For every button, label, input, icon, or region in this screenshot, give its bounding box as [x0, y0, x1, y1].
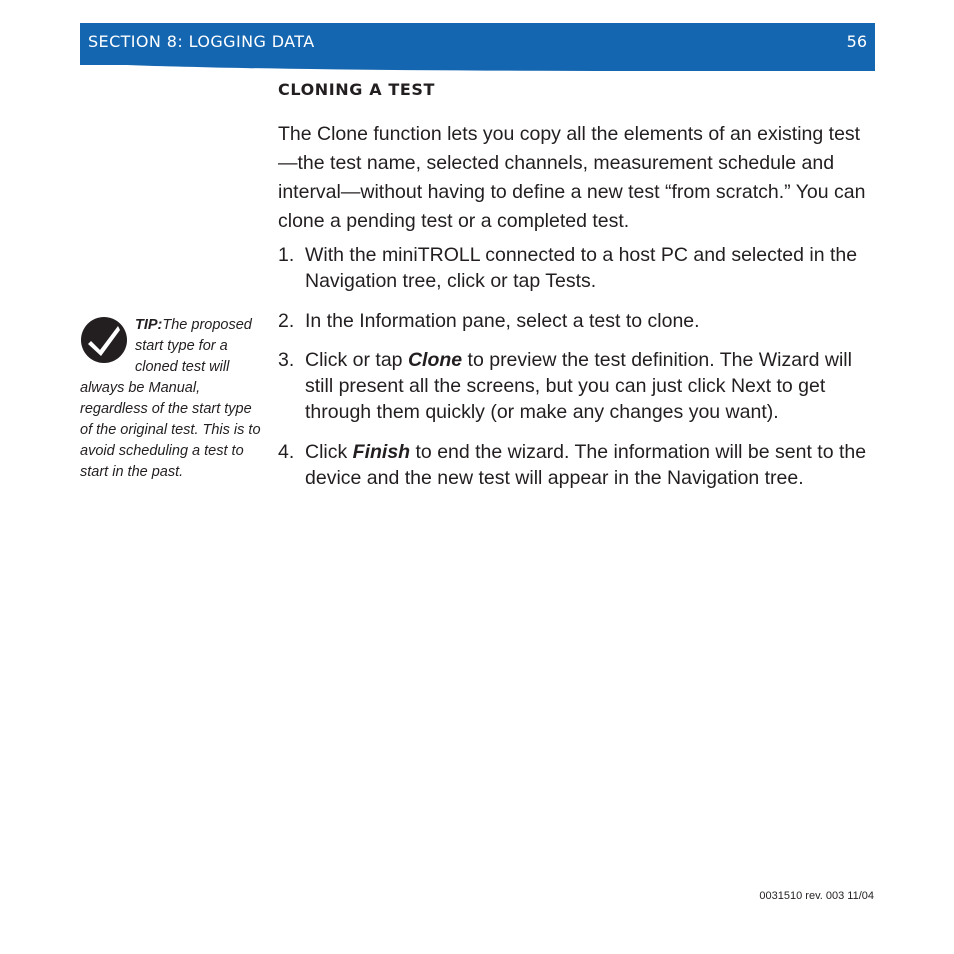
step-text — [305, 347, 873, 425]
tip-text: The proposed start type for a cloned test will always be Manual, regardless of the start type of the original test. This is to avoid scheduling a test to start in the past. — [80, 317, 261, 480]
step-text-suffix: to preview the test definition. The Wizard will still present all the screens, but you can just click Next to get through them quickly (or make any changes you want). — [305, 349, 852, 423]
step-text-prefix: Click or tap — [305, 349, 408, 371]
page-number: 56 — [846, 32, 867, 51]
step-text: With the miniTROLL connected to a host PC and selected in the Navigation tree, click or tap Tests. — [305, 244, 858, 292]
intro-paragraph: The Clone function lets you copy all the elements of an existing test—the test name, selected channels, measurement schedule and interval—without having to define a new test “from scratch.” You can clone a pending test or a completed test. — [278, 123, 866, 232]
step-number: 2. — [278, 310, 295, 332]
document-revision: 0031510 rev. 003 11/04 — [759, 890, 874, 902]
clone-term: Clone — [407, 349, 463, 371]
step-text: In the Information pane, select a test to clone. — [305, 310, 700, 332]
section-label: SECTION 8: LOGGING DATA — [88, 32, 315, 51]
step-number: 4. — [278, 441, 295, 463]
step-text-prefix: Click — [305, 441, 353, 463]
finish-term: Finish — [352, 441, 411, 463]
step-number: 1. — [278, 244, 295, 266]
tip-note — [80, 315, 265, 483]
step-text-suffix: to end the wizard. The information will be sent to the device and the new test will appear in the Navigation tree. — [305, 441, 867, 489]
tip-label: TIP: — [135, 317, 163, 333]
step-number: 3. — [278, 349, 295, 371]
section-header-bar — [80, 23, 875, 65]
step-text — [305, 439, 873, 491]
section-title: CLONING A TEST — [278, 80, 436, 99]
